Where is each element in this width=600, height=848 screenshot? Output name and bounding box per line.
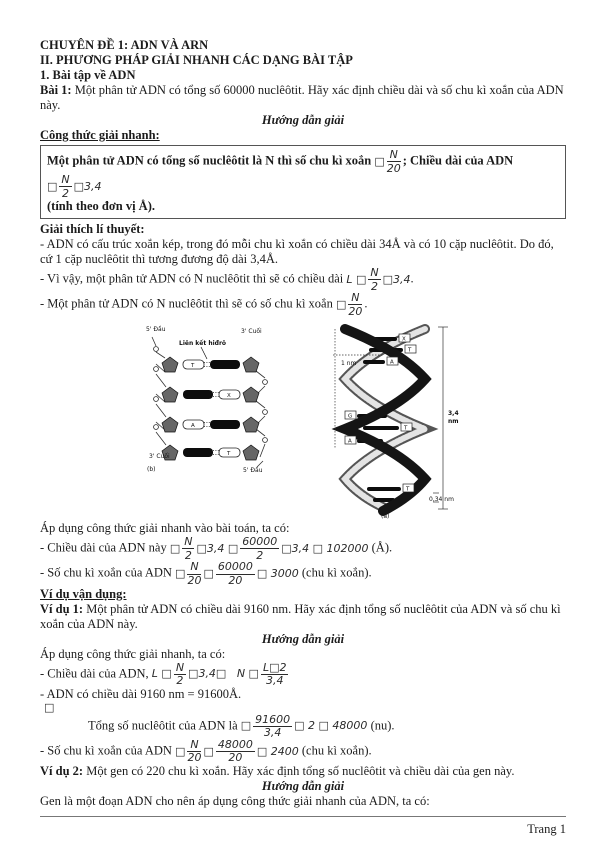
figure-b-hbond-label: Liên kết hiđrô [179,340,227,348]
svg-text:A: A [390,359,394,366]
base-letters [190,363,231,457]
solution-heading-1: Hướng dẫn giải [261,113,345,127]
svg-text:T: T [227,451,231,458]
svg-text:G: G [348,413,353,420]
svg-text:A: A [191,423,195,430]
page-footer [40,816,566,837]
svg-text:T: T [408,347,412,354]
example-1-total-line: Tổng số nuclêôtit của ADN là □ $\frac{91600}{3,4}$ □ 2 □ 48000 (nu). [88,712,395,740]
example-1-length-line: - Chiều dài của ADN, L □ $\frac{N}{2}$ □3,4□ N □ $\frac{L□2}{3,4}$ [40,662,566,687]
svg-text:X: X [402,336,406,343]
theory-item-1: - ADN có cấu trúc xoắn kép, trong đó mỗi chu kì xoắn có chiều dài 34Å và có 10 cặp nuclêôtit. Do đó, cứ 1 cặp nuclêôtit thì tương đương độ dài 3,4Å. [40,237,554,267]
example-1-label: Ví dụ 1: [40,601,84,616]
doc-title-line1: CHUYÊN ĐỀ 1: ADN VÀ ARN [40,38,209,52]
implication-box: □ [44,700,55,714]
page-number: Trang 1 [527,822,566,836]
figure-a-dim-pitch-value: 3,4 [448,410,459,418]
formula-twist-calc: □ $\frac{N}{20}$ □ $\frac{60000}{20}$ □ 3000 [175,560,299,588]
example-2-label: Ví dụ 2: [40,763,84,778]
formula-L: L □ $\frac{N}{2}$ □3,4 [346,266,411,293]
dna-figures-row [40,321,566,519]
quick-formula-heading: Công thức giải nhanh: [40,128,160,142]
figure-b-label-5-dau-top: 5' Đầu [146,326,166,334]
svg-text:T: T [406,486,410,493]
figure-b-label-3-cuoi-bottom: 3' Cuối [149,453,170,461]
formula-chieu-dai: □ $\frac{N}{2}$ □3,4 [47,173,102,200]
example-1-statement: Ví dụ 1: Một phân tử ADN có chiều dài 9160 nm. Hãy xác định tổng số nuclêôtit của ADN và số chu kì xoắn của ADN này. [40,601,561,631]
hbond-pointer-line [201,347,207,359]
examples-heading: Ví dụ vận dụng: [40,586,127,601]
theory-heading: Giải thích lí thuyết: [40,222,145,237]
solution-heading-2: Hướng dẫn giải [261,631,345,646]
solution-heading-3: Hướng dẫn giải [261,778,345,793]
example-1-twist-line: - Số chu kì xoắn của ADN □ $\frac{N}{20}$ □ $\frac{48000}{20}$ □ 2400 (chu kì xoắn). [40,737,372,765]
problem-1-label: Bài 1: [40,83,72,97]
figure-a-caption: (a) [381,513,390,520]
example-1-note: - ADN có chiều dài 9160 nm = 91600Å. [40,686,242,701]
figure-b-caption: (b) [147,466,156,474]
svg-text:X: X [227,393,231,400]
base-pair-rows [162,357,259,460]
formula-N20: □ $\frac{N}{20}$ [335,291,363,318]
figure-a-dim-rise: 0,34 nm [429,496,454,504]
formula-chu-ki-xoan: □ $\frac{N}{20}$ [374,148,401,175]
formula-example1-derive: L □ $\frac{N}{2}$ □3,4□ N □ $\frac{L□2}{3,4}$ [151,660,287,688]
example-1-intro: Áp dụng công thức giải nhanh, ta có: [40,646,226,661]
theory-item-2: - Vì vậy, một phân tử ADN có N nuclêôtit thì sẽ có chiều dài L □ $\frac{N}{2}$ □3,4. [40,266,414,293]
section-heading: 1. Bài tập về ADN [40,68,136,82]
formula-box-line1: Một phân tử ADN có tổng số nuclêôtit là N thì số chu kì xoắn □ $\frac{N}{20}$ ; Chiều dài của ADN □ $\frac{N}{2}$ □3,4 [47,148,514,200]
formula-example1-twist: □ $\frac{N}{20}$ □ $\frac{48000}{20}$ □ 2400 [175,737,299,765]
example-2-statement: Ví dụ 2: Một gen có 220 chu kì xoắn. Hãy xác định tổng số nuclêôtit và chiều dài của gen này. [40,763,515,778]
dna-chemical-structure-figure [143,321,283,473]
figure-a-dim-pitch-unit: nm [448,418,459,426]
quick-formula-box [40,145,566,219]
doc-title-line2: II. PHƯƠNG PHÁP GIẢI NHANH CÁC DẠNG BÀI TẬP [40,53,353,67]
svg-text:A: A [348,438,352,445]
figure-b-label-3-cuoi-top: 3' Cuối [241,328,262,336]
formula-example1-total: □ $\frac{91600}{3,4}$ □ 2 □ 48000 [240,712,368,740]
svg-text:T: T [404,425,408,432]
svg-text:T: T [191,363,195,370]
dna-helix-figure [325,321,463,519]
apply-intro: Áp dụng công thức giải nhanh vào bài toán, ta có: [40,521,290,536]
problem-1-statement: Bài 1: Một phân tử ADN có tổng số 60000 nuclêôtit. Hãy xác định chiều dài và số chu kì xoắn của ADN này. [40,83,564,112]
formula-length-calc: □ $\frac{N}{2}$ □3,4 □ $\frac{60000}{2}$ □3,4 □ 102000 [169,535,369,562]
formula-box-line2: (tính theo đơn vị Å). [47,199,155,214]
apply-length-line: - Chiều dài của ADN này □ $\frac{N}{2}$ □3,4 □ $\frac{60000}{2}$ □3,4 □ 102000 (Å). [40,535,393,562]
figure-b-label-5-dau-bottom: 5' Đầu [243,467,263,474]
example-2-gen-line: Gen là một đoạn ADN cho nên áp dụng công thức giải nhanh của ADN, ta có: [40,793,430,808]
theory-item-3: - Một phân tử ADN có N nuclêôtit thì sẽ có số chu kì xoắn □ $\frac{N}{20}$ . [40,291,368,318]
apply-twist-line: - Số chu kì xoắn của ADN □ $\frac{N}{20}$ □ $\frac{60000}{20}$ □ 3000 (chu kì xoắn). [40,560,372,588]
figure-a-dim-width: 1 nm [341,360,357,368]
